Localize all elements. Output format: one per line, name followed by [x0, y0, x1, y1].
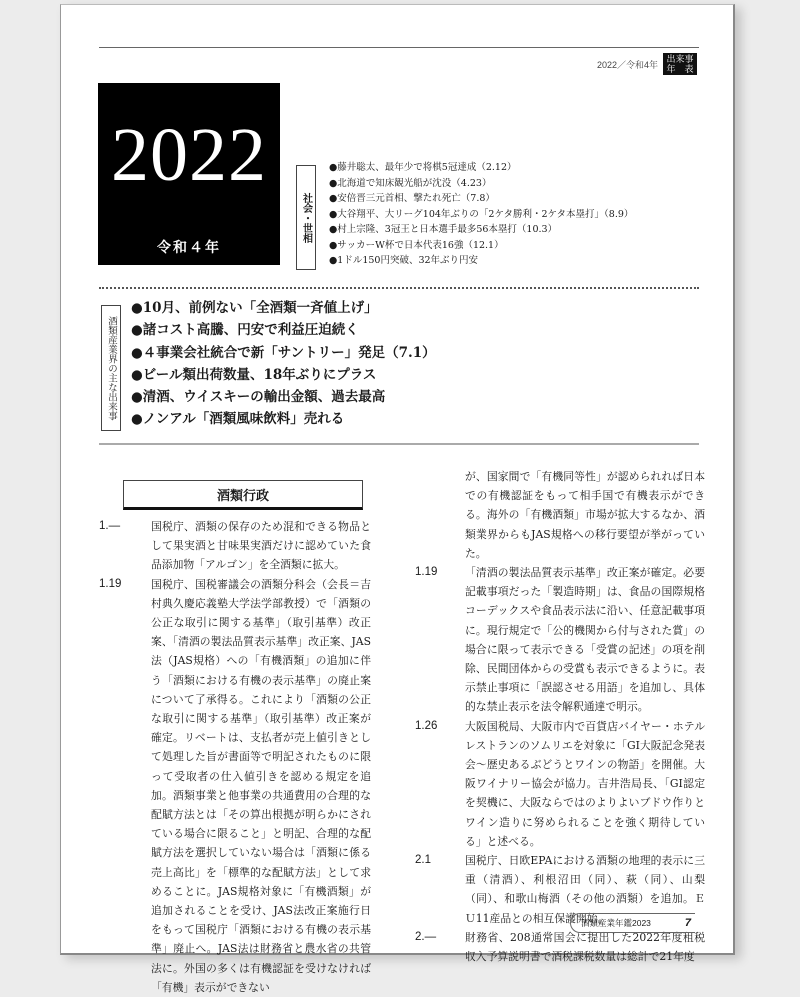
entry-text: 財務省、208通常国会に提出した2022年度租税収入予算説明書で酒税課税数量は総計で21年度 — [465, 930, 705, 964]
chronology-badge — [663, 53, 697, 75]
entry-text: 国税庁、日欧EPAにおける酒類の地理的表示に三重（清酒）、利根沼田（同）、萩（同）、山梨（同）、和歌山梅酒（その他の酒類）を追加。ＥＵ11産品との相互保護開始。 — [465, 854, 705, 925]
chronology-entry — [415, 563, 705, 717]
industry-item: ●10月、前例ない「全酒類一斉値上げ」 — [131, 300, 378, 316]
running-head-text: 2022／令和4年 — [596, 59, 658, 70]
page-number: 7 — [684, 917, 691, 929]
badge-line-2: 年 表 — [666, 64, 694, 74]
chronology-entry — [99, 575, 371, 997]
society-item: ●大谷翔平、大リーグ104年ぶりの「2ケタ勝利・2ケタ本塁打」（8.9） — [329, 208, 634, 220]
entry-date: 2.1 — [415, 854, 431, 867]
society-item: ●サッカーW杯で日本代表16強（12.1） — [329, 239, 504, 251]
chronology-entry-continued — [415, 467, 705, 563]
chronology-entry — [415, 717, 705, 851]
industry-list — [131, 297, 436, 431]
industry-item: ●４事業会社統合で新「サントリー」発足（7.1） — [131, 344, 436, 361]
society-item: ●藤井聡太、最年少で将棋5冠達成（2.12） — [329, 162, 517, 173]
running-head — [597, 53, 697, 75]
chronology-entry — [415, 928, 705, 966]
section-divider — [99, 443, 699, 445]
society-item: ●北海道で知床観光船が沈没（4.23） — [329, 177, 492, 189]
entry-text: が、国家間で「有機同等性」が認められれば日本での有機認証をもって相手国で有機表示ができる。海外の「有機酒類」市場が拡大するなか、酒類業界からもJAS規格への移行要望が挙がっていた。 — [465, 470, 705, 560]
industry-item: ●ビール類出荷数量、18年ぶりにプラス — [131, 366, 377, 383]
page-footer — [570, 913, 695, 933]
left-column — [99, 517, 371, 997]
entry-text: 大阪国税局、大阪市内で百貨店バイヤー・ホテルレストランのソムリエを対象に「GI大阪記念発表会～歴史あるぶどうとワインの物語」を開催。大阪ワイナリー協会が協力。吉井浩局長、「GI認定を契機に、大阪ならではのよりよいブドウ作りとワイン造りに努められることを強く期待している」と述べる。 — [465, 719, 705, 848]
dotted-divider — [99, 287, 699, 289]
year-number: 2022 — [111, 113, 267, 197]
badge-line-1: 出来事 — [666, 54, 694, 64]
right-column — [415, 467, 705, 966]
industry-item: ●清酒、ウイスキーの輸出金額、過去最高 — [131, 389, 386, 406]
entry-date: 1.26 — [415, 719, 438, 732]
top-rule — [99, 47, 699, 48]
society-list — [329, 160, 633, 269]
entry-date: 1.19 — [415, 566, 438, 579]
entry-date: 2.― — [415, 930, 437, 943]
year-block — [98, 83, 280, 265]
era-label: 令和４年 — [157, 240, 221, 256]
industry-item: ●ノンアル「酒類風味飲料」売れる — [131, 411, 345, 428]
entry-text: 「清酒の製法品質表示基準」改正案が確定。必要記載事項だった「製造時期」は、食品の国際規格コーデックスや食品表示法に沿い、任意記載事項に。現行規定で「公的機関から付与された賞」の場合に限って表示できる「受賞の記述」の項を削除、民間団体からの受賞も表示できるように。表示禁止事項に「誤認させる用語」を追加し、具体的な禁止表示を法令解釈通達で明示。 — [465, 566, 705, 714]
society-item: ●1ドル150円突破、32年ぶり円安 — [329, 255, 479, 266]
society-label: 社会・世相 — [296, 165, 316, 270]
society-item: ●安倍晋三元首相、撃たれ死亡（7.8） — [329, 193, 495, 204]
chronology-entry — [99, 517, 371, 575]
entry-text: 国税庁、酒類の保存のため混和できる物品として果実酒と甘味果実酒だけに認めていた食品添加物「アルゴン」を全酒類に拡大。 — [151, 520, 371, 572]
industry-item: ●諸コスト高騰、円安で利益圧迫続く — [131, 322, 359, 339]
section-heading: 酒類行政 — [123, 480, 363, 510]
publication-title: 酒類産業年鑑2023 — [581, 918, 651, 928]
industry-label: 酒類産業界の主な出来事 — [101, 305, 121, 431]
society-item: ●村上宗隆、3冠王と日本選手最多56本塁打（10.3） — [329, 224, 558, 235]
entry-date: 1.― — [99, 520, 121, 532]
entry-text: 国税庁、国税審議会の酒類分科会（会長＝吉村典久慶応義塾大学法学部教授）で「酒類の公正な取引に関する基準」（取引基準）改正案、「清酒の製法品質表示基準」改正案、JAS法（JAS規格）への「有機酒類」の追加に伴う「酒類における有機の表示基準」の廃止案について了承得る。これにより「酒類の公正な取引に関する基準」（取引基準）改正案が確定。リベートは、支払者が売上値引きとして処理した旨が書面等で明記されたものに限って受取者の仕入値引きを認める規定を追加。酒類事業と他事業の共通費用の合理的な配賦方法とは「その算出根拠が明らかにされている場合に限ること」と明記、合理的な配賦方法を選択していない場合は「酒類に係る売上高比」を「標準的な配賦方法」として求めることに。JAS規格対象に「有機酒類」が追加されることを受け、JAS法改正案施行日をもって国税庁「酒類における有機の表示基準」廃止へ。JAS法は財務省と農水省の共管法に。外国の多くは有機認証を受けなければ「有機」表示ができない — [151, 577, 371, 994]
document-page — [60, 4, 735, 994]
entry-date: 1.19 — [99, 577, 122, 590]
